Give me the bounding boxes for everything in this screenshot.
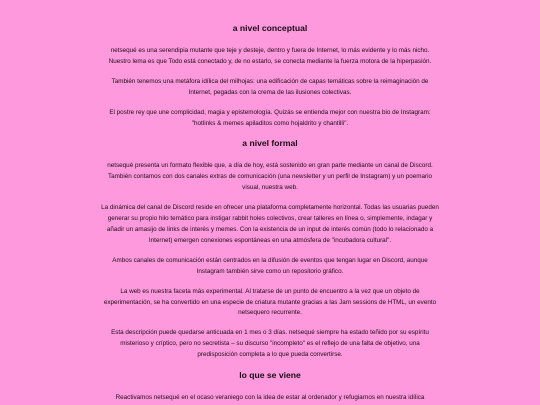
paragraph: La web es nuestra faceta más experimental. Al tratarse de un punto de encuentro a la vez que un objeto de experimentación, se ha convertido en una especie de criatura mutante gracias a las Jam sessions de HTML, un evento netsequero recurrente.: [103, 287, 437, 317]
paragraph: netsequé es una serendipia mutante que teje y desteje, dentro y fuera de Internet, lo más evidente y lo más nicho. Nuestro lema es que Todo está conectado y, de no estarlo, se conecta mediante la fuerza motora de la hiperpasión.: [108, 47, 432, 65]
paragraph: El postre rey que une complicidad, magia y epistemología. Quizás se entienda mejor con nuestra bio de Instagram: "hotlinks & memes apiladitos como hojaldrito y chantilli".: [109, 108, 431, 127]
main-content: [100, 0, 440, 404]
section-conceptual: [100, 23, 440, 129]
section-heading: a nivel formal: [242, 138, 298, 149]
paragraph: Reactivamos netsequé en el ocaso veraniego con la idea de estar al ordenador y refugiarnos en nuestra idílica: [115, 394, 425, 402]
paragraph: Ambos canales de comunicación están centrados en la difusión de eventos que tengan lugar en Discord, aunque Instagram también sirve como un repositorio gráfico.: [112, 256, 428, 275]
section-lo-que-se-viene: [100, 370, 440, 404]
paragraph: La dinámica del canal de Discord reside en ofrecer una plataforma completamente horizontal. Todas las usuarias pueden generar su propio hilo temático para instigar rabbit holes colectivos, crear talleres en línea o, simplemente, indagar y añadir un amasijo de links de interés y memes. Con la existencia de un input de interés común (todo lo relacionado a Internet) emergen conexiones espontáneas en una atmósfera de "incubadora cultural".: [101, 204, 439, 244]
paragraph: Esta descripción puede quedarse anticuada en 1 mes o 3 días. netsequé siempre ha estado teñido por su espíritu misterioso y críptico, pero no secretista – su discurso "incompleto" es el reflejo de una falta de objetivo, una predisposición completa a lo que pueda convertirse.: [111, 329, 429, 359]
paragraph: También tenemos una metáfora idílica del milhojas: una edificación de capas temáticas sobre la reimaginación de Internet, pegadas con la crema de las ilusiones colectivas.: [111, 77, 429, 96]
paragraph: netsequé presenta un formato flexible que, a día de hoy, está sostenido en gran parte mediante un canal de Discord. También contamos con dos canales extras de comunicación (una newsletter y un perfil de Instagram) y un poemario visual, nuestra web.: [107, 162, 433, 192]
section-heading: lo que se viene: [239, 370, 301, 381]
section-formal: [100, 138, 440, 361]
section-heading: a nivel conceptual: [232, 23, 308, 33]
